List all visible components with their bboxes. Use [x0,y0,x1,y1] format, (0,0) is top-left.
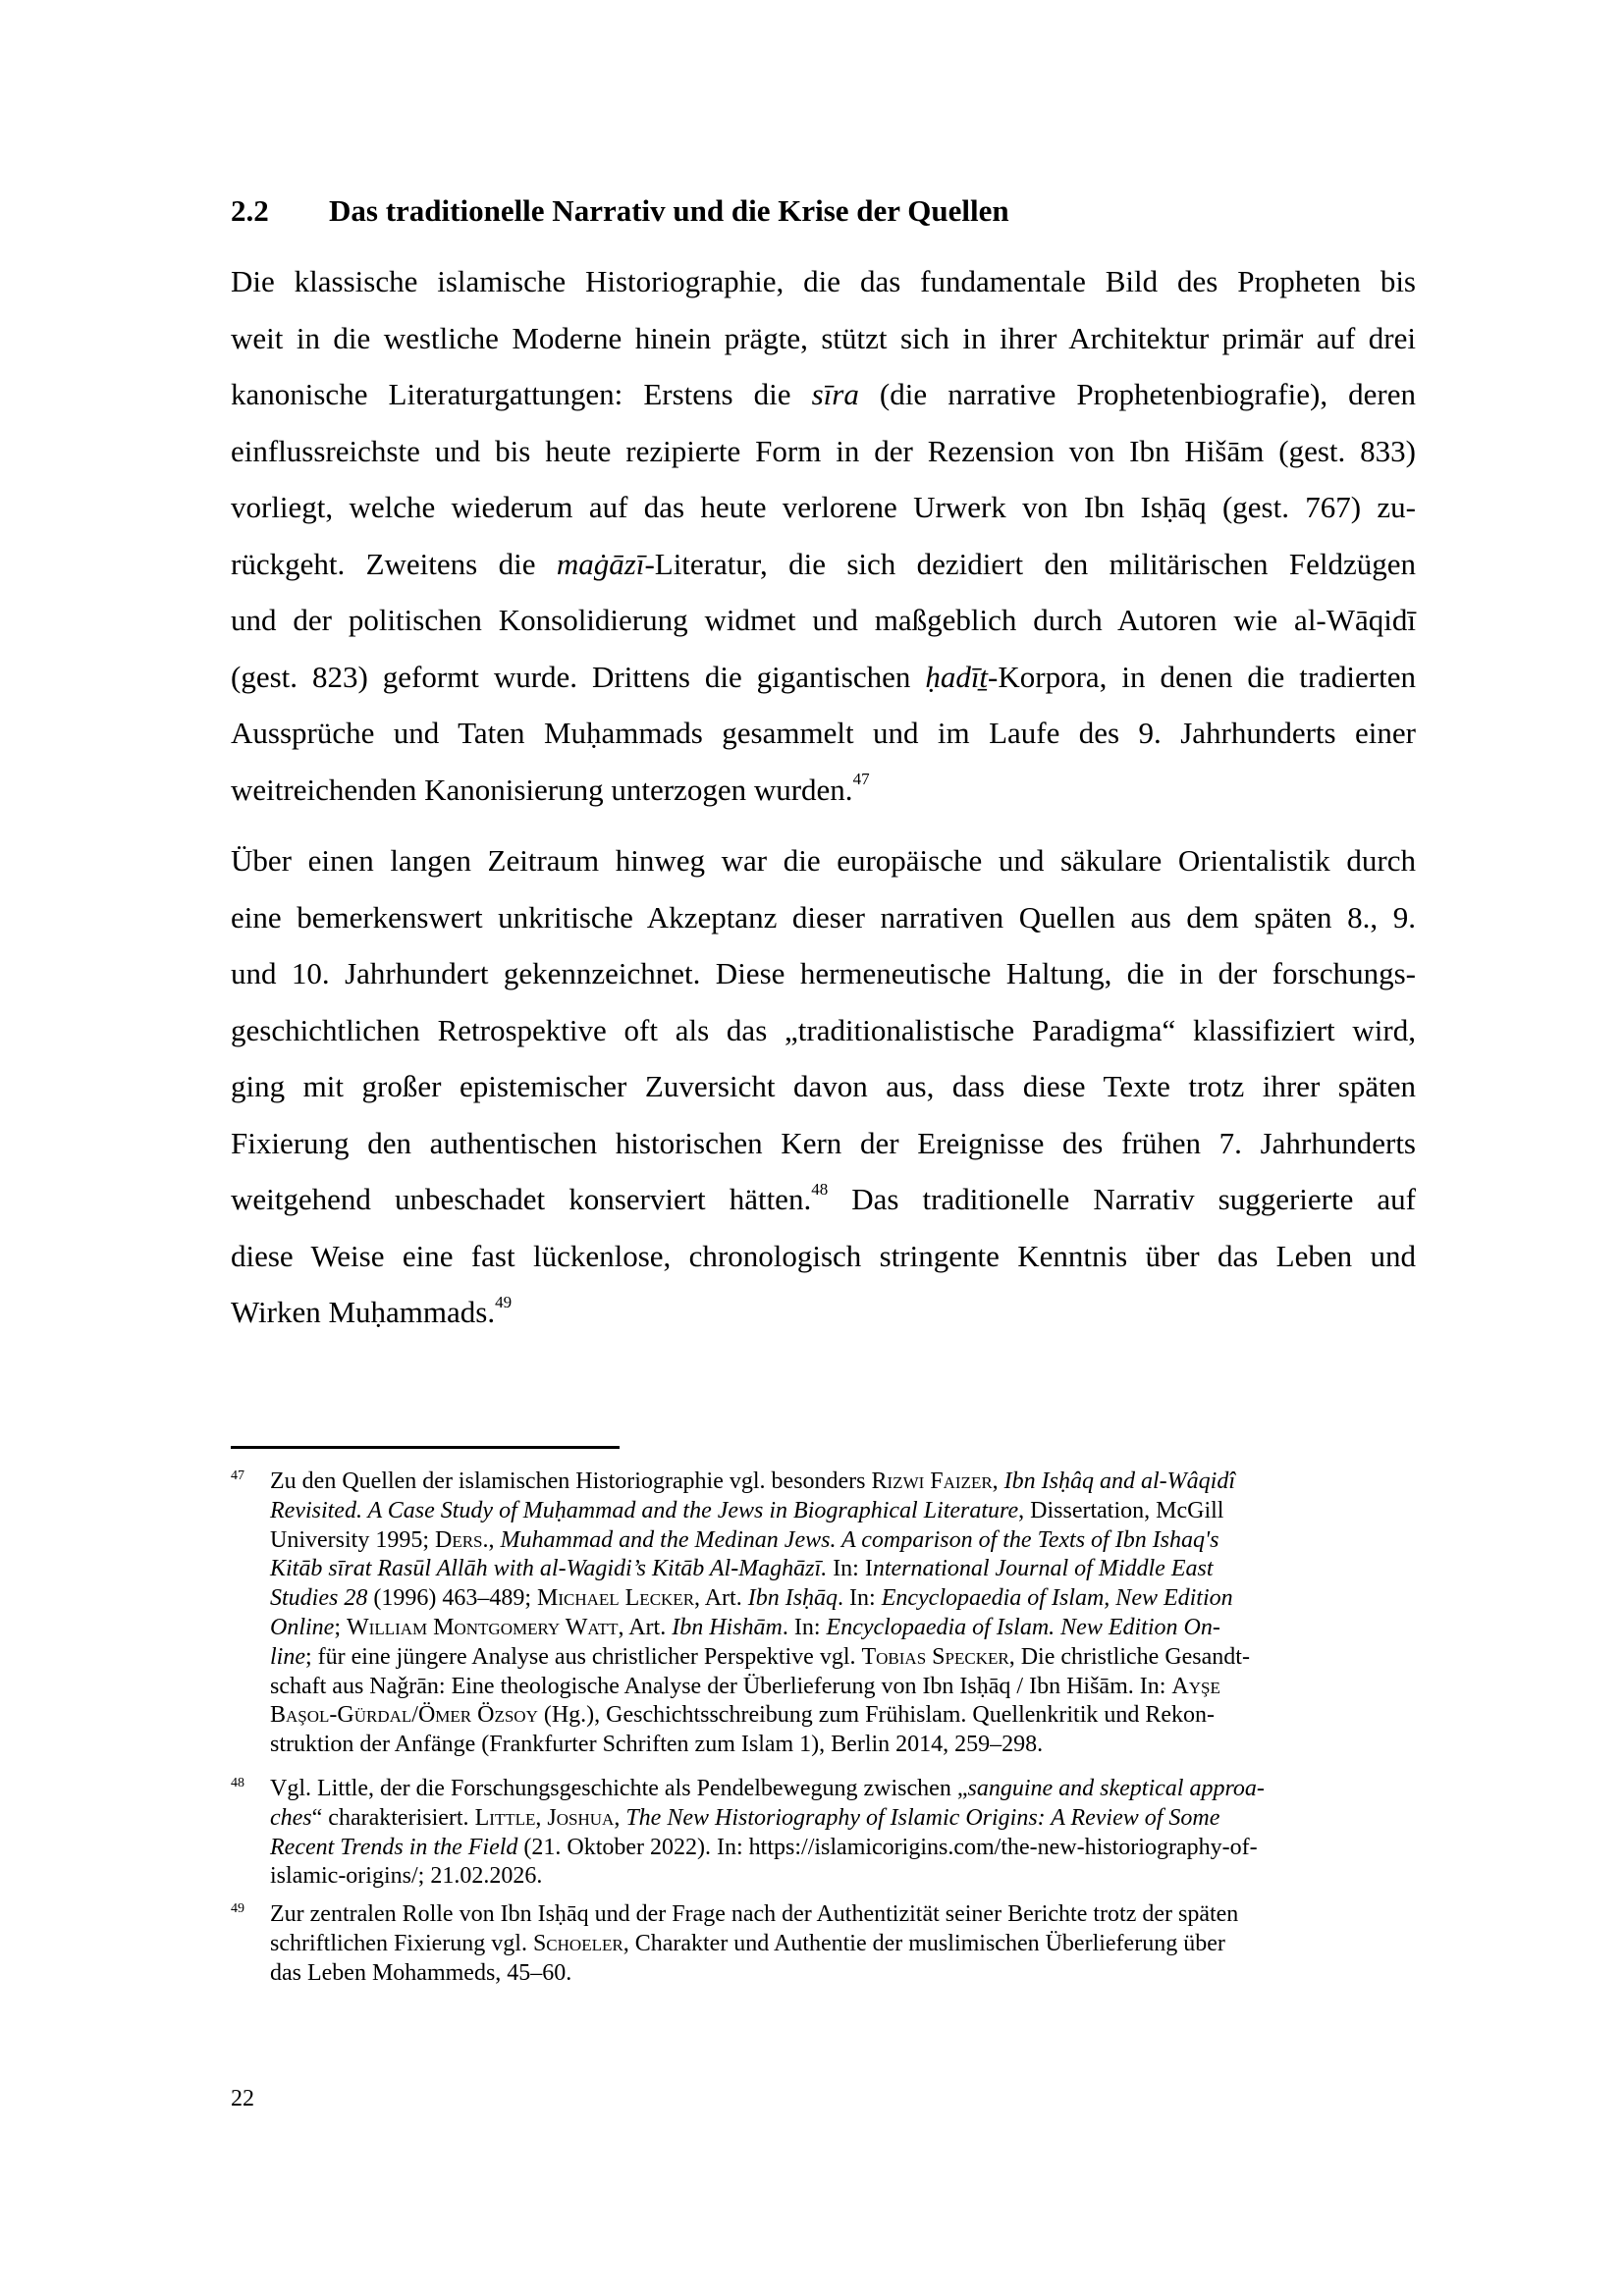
text-run: Wirken Muḥammads. [231,1295,496,1329]
article-title: Recent Trends in the Field [270,1834,518,1860]
text-run: , [992,1468,1004,1494]
footnote-48 [231,1775,1416,1892]
encyclopedia-title: Online [270,1614,335,1640]
author-name: Başol-Gürdal/Ömer Özsoy [270,1702,538,1729]
p1-line: und der politischen Konsolidierung widmet und maßgeblich durch Autoren wie al-Wāqidī [231,603,1416,637]
author-name: Rizwi Faizer [871,1468,993,1494]
p1-line: weit in die westliche Moderne hinein prägte, stützt sich in ihrer Architektur primär auf drei [231,320,1416,355]
text-run: schaft aus Naǧrān: Eine theologische Analyse der Überlieferung von Ibn Isḥāq / Ibn Hišām. In: [270,1673,1172,1699]
footnote-ref-49[interactable]: 49 [495,1292,513,1311]
footnote-ref-48[interactable]: 48 [811,1179,829,1199]
fn-line [270,1614,1350,1643]
text-run: rückgeht. Zweitens die [231,546,557,581]
fn-line: Zur zentralen Rolle von Ibn Isḥāq und der Frage nach der Authentizität seiner Berichte trotz der späten [270,1901,1239,1927]
p1-line [231,649,1416,706]
url-text[interactable]: (21. Oktober 2022). In: https://islamicorigins.com/the-new-historiography-of- [517,1834,1258,1860]
text-run: , Art. [618,1614,673,1640]
p1-line [231,366,1416,423]
text-run: (1996) 463–489; [367,1585,537,1612]
section-number: 2.2 [231,193,269,228]
fn-line [270,1497,1350,1526]
p1-line: Aussprüche und Taten Muḥammads gesammelt und im Laufe des 9. Jahrhunderts einer [231,716,1416,750]
fn-line [270,1834,1350,1863]
paragraph-1 [231,253,1416,818]
text-run: weitgehend unbeschadet konserviert hätten. [231,1182,812,1216]
p2-line: geschichtlichen Retrospektive oft als das „traditionalistische Paradigma“ klassifiziert wird, [231,1012,1416,1047]
p2-line [231,1171,1416,1228]
footnote-49 [231,1900,1416,1988]
text-run: (die narrative Prophetenbiografie), deren [858,377,1416,411]
text-run: (Hg.), Geschichtsschreibung zum Frühislam. Quellenkritik und Rekon- [537,1702,1216,1729]
footnote-number: 49 [231,1901,244,1916]
fn-line [270,1526,1350,1556]
text-run: -Korpora, in denen die tradierten [988,659,1417,694]
footnote-text [270,1468,1350,1760]
p1-line [231,762,1416,819]
encyclopedia-title: Encyclopaedia of Islam, New Edition [881,1585,1233,1612]
text-run: (gest. 823) geformt wurde. Drittens die gigantischen [231,659,926,694]
author-name: Little, Joshua [474,1804,615,1831]
p1-line: Die klassische islamische Historiographie, die das fundamentale Bild des Propheten bis [231,264,1416,298]
article-title: The New Historiography of Islamic Origins: A Review of Some [625,1804,1220,1831]
text-run: , Dissertation, McGill [1018,1497,1224,1523]
text-run: , Die christliche Gesandt- [1008,1643,1250,1670]
footnote-47 [231,1468,1416,1760]
section-heading [231,191,1409,231]
section-title: Das traditionelle Narrativ und die Krise der Quellen [329,193,1009,228]
fn-line [270,1643,1350,1673]
text-run: weitreichenden Kanonisierung unterzogen wurden. [231,772,853,807]
text-run: , Art. [694,1585,748,1612]
footnote-text [270,1775,1350,1892]
fn-line [270,1804,1350,1834]
text-run: , Charakter und Authentie der muslimischen Überlieferung über [623,1930,1225,1956]
text-run: In: I [827,1556,873,1582]
article-title: Ibn Hishām [672,1614,783,1640]
text-run: University 1995; [270,1526,435,1553]
footnote-ref-47[interactable]: 47 [852,770,870,789]
text-run: Vgl. Little, der die Forschungsgeschichte als Pendelbewegung zwischen „ [270,1776,968,1801]
text-run: “ charakterisiert. [311,1804,475,1831]
fn-line [270,1673,1350,1702]
fn-line [270,1701,1350,1731]
quoted-phrase: ches [270,1804,312,1831]
author-name: William Montgomery Watt [347,1614,619,1640]
p2-line: diese Weise eine fast lückenlose, chronologisch stringente Kenntnis über das Leben und [231,1238,1416,1273]
text-run: Das traditionelle Narrativ suggerierte auf [828,1182,1416,1216]
author-name: Michael Lecker [536,1585,695,1612]
p2-line [231,1284,1416,1341]
article-title: Kitāb sīrat Rasūl Allāh with al-Wagidi’s Kitāb Al-Maghāzī. [270,1556,828,1582]
footnote-text [270,1900,1350,1988]
text-run: -Literatur, die sich dezidiert den militärischen Feldzügen [644,546,1416,581]
text-run: . In: [782,1614,827,1640]
p1-line: vorliegt, welche wiederum auf das heute verlorene Urwerk von Ibn Isḥāq (gest. 767) zu- [231,490,1416,524]
author-name: Schoeler [532,1930,623,1956]
term-sira: sīra [811,377,859,411]
fn-line: struktion der Anfänge (Frankfurter Schriften zum Islam 1), Berlin 2014, 259–298. [270,1732,1044,1758]
p1-line [231,536,1416,593]
quoted-phrase: sanguine and skeptical approa- [967,1776,1265,1801]
page-number: 22 [231,2086,254,2111]
fn-line[interactable]: islamic-origins/; 21.02.2026. [270,1863,543,1890]
article-title: Ibn Isḥāq [747,1585,839,1612]
fn-line [270,1775,1350,1804]
text-run: , [614,1804,626,1831]
fn-line [270,1584,1350,1614]
journal-title: Studies 28 [270,1585,368,1612]
fn-line [270,1930,1350,1959]
p2-line: Fixierung den authentischen historischen Kern der Ereignisse des frühen 7. Jahrhunderts [231,1125,1416,1160]
fn-line [270,1555,1350,1584]
author-name: Ayşe [1171,1673,1220,1699]
article-title: Muhammad and the Medinan Jews. A comparison of the Texts of Ibn Ishaq's [500,1526,1219,1553]
journal-title: nternational Journal of Middle East [872,1556,1214,1582]
p2-line: und 10. Jahrhundert gekennzeichnet. Diese hermeneutische Haltung, die in der forschungs- [231,956,1416,990]
text-run: . In: [838,1585,882,1612]
paragraph-2 [231,832,1416,1341]
text-run: ; [334,1614,347,1640]
p2-line: ging mit großer epistemischer Zuversicht davon aus, dass diese Texte trotz ihrer späten [231,1069,1416,1103]
encyclopedia-title: Encyclopaedia of Islam. New Edition On- [826,1614,1220,1640]
text-run: ; für eine jüngere Analyse aus christlicher Perspektive vgl. [305,1643,862,1670]
footnote-number: 47 [231,1468,244,1483]
author-name: Ders. [435,1526,489,1553]
text-run: Zu den Quellen der islamischen Historiographie vgl. besonders [270,1468,872,1494]
term-maghazi: maġāzī [556,546,645,581]
footnote-number: 48 [231,1776,244,1790]
book-title: Revisited. A Case Study of Muḥammad and the Jews in Biographical Literature [270,1497,1019,1523]
p2-line: eine bemerkenswert unkritische Akzeptanz dieser narrativen Quellen aus dem späten 8., 9. [231,899,1416,934]
p2-line: Über einen langen Zeitraum hinweg war die europäische und säkulare Orientalistik durch [231,843,1416,878]
fn-line [270,1468,1350,1497]
text-run: schriftlichen Fixierung vgl. [270,1930,533,1956]
term-hadith: ḥadīṯ [925,659,989,694]
p1-line: einflussreichste und bis heute rezipierte Form in der Rezension von Ibn Hišām (gest. 833) [231,433,1416,468]
encyclopedia-title: line [270,1643,305,1670]
book-title: Ibn Isḥâq and al-Wâqidî [1003,1468,1235,1494]
text-run: kanonische Literaturgattungen: Erstens die [231,377,812,411]
footnote-separator [231,1446,620,1449]
fn-line: das Leben Mohammeds, 45–60. [270,1959,572,1986]
author-name: Tobias Specker [861,1643,1009,1670]
text-run: , [488,1526,501,1553]
